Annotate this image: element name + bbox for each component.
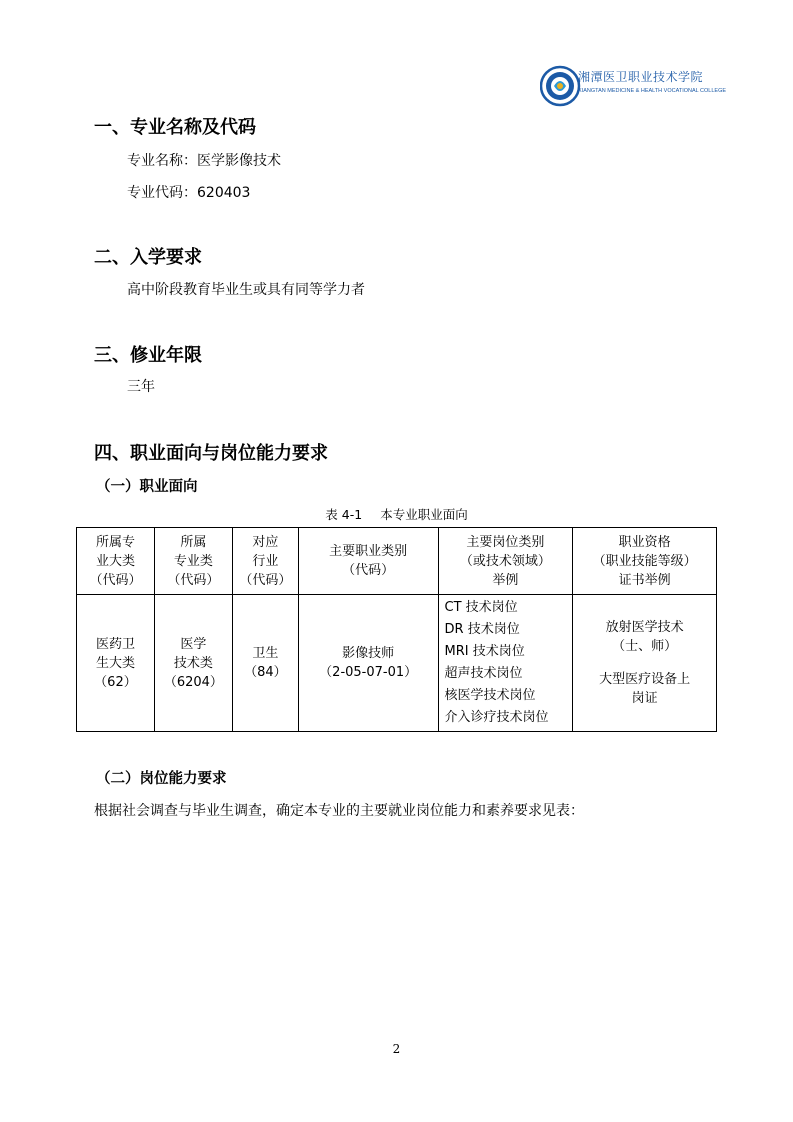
occupation-cell: 影像技师 （2-05-07-01） [298,595,438,732]
qualification-item: 大型医疗设备上 岗证 [599,672,691,706]
header-cell: 主要岗位类别 （或技术领域） 举例 [438,528,573,595]
table-caption-title: 本专业职业面向 [380,507,468,522]
table-header-row [77,528,717,595]
job-post-item: CT 技术岗位 [444,600,518,615]
section-title-duration: 三、修业年限 [94,345,202,366]
major-name-line: 专业名称：医学影像技术 [127,153,281,169]
section-title-career: 四、职业面向与岗位能力要求 [94,443,328,464]
qualification-item: 放射医学技术 （士、师） [605,620,684,654]
section-title-admission: 二、入学要求 [94,247,202,268]
header-cell: 对应 行业 （代码） [232,528,298,595]
section-title-name-code: 一、专业名称及代码 [94,117,256,138]
table-caption-number: 表 4-1 [325,507,363,522]
header-cell: 主要职业类别 （代码） [298,528,438,595]
professional-class-cell: 医学 技术类 （6204） [154,595,232,732]
table-caption [0,505,793,523]
duration-text: 三年 [127,379,155,395]
job-post-item: DR 技术岗位 [444,622,520,637]
job-ability-text: 根据社会调查与毕业生调查，确定本专业的主要就业岗位能力和素养要求见表： [94,803,584,819]
career-orientation-table [76,527,717,732]
header-cell: 所属 专业类 （代码） [154,528,232,595]
subsection-title-career-orientation: （一）职业面向 [96,479,198,495]
industry-cell: 卫生 （84） [232,595,298,732]
qualification-cell [573,595,717,732]
header-cell: 所属专 业大类 （代码） [77,528,155,595]
major-category-cell: 医药卫 生大类 （62） [77,595,155,732]
job-post-item: 核医学技术岗位 [444,688,536,703]
page-number: 2 [392,1042,401,1056]
job-posts-cell [438,595,573,732]
subsection-title-job-ability: （二）岗位能力要求 [96,771,227,787]
admission-text: 高中阶段教育毕业生或具有同等学力者 [127,282,365,298]
college-name-logo: 湘潭医卫职业技术学院 [578,70,704,84]
job-post-item: 介入诊疗技术岗位 [444,710,549,725]
header-cell: 职业资格 （职业技能等级） 证书举例 [573,528,717,595]
table-row [77,595,717,732]
job-post-item: 超声技术岗位 [444,666,523,681]
college-english-name: XIANGTAN MEDICINE & HEALTH VOCATIONAL COLLEGE [578,88,727,94]
job-post-item: MRI 技术岗位 [444,644,525,659]
major-code-line: 专业代码：620403 [127,185,251,201]
